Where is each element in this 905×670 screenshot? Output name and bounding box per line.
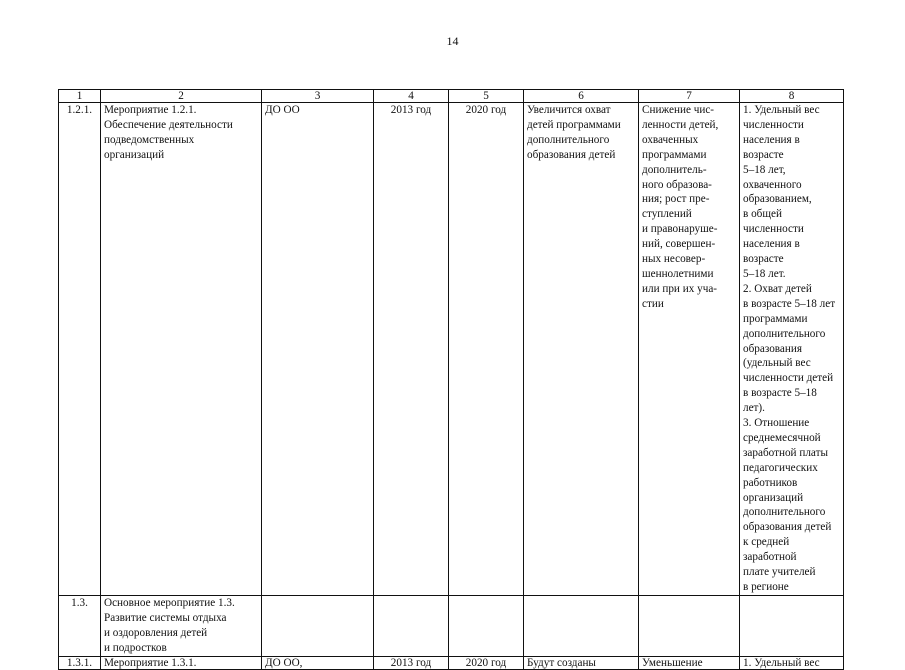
column-number: 4 <box>374 90 449 103</box>
start-year <box>374 595 449 656</box>
indicators <box>740 595 844 656</box>
expected-result: Будут созданы <box>524 656 639 669</box>
end-year <box>449 595 524 656</box>
consequences <box>639 595 740 656</box>
executor: ДО ОО <box>262 103 374 596</box>
page-number: 14 <box>446 34 459 48</box>
table-row <box>59 656 844 669</box>
column-number: 7 <box>639 90 740 103</box>
measure-name: Мероприятие 1.2.1. Обеспечение деятельности подведомственных организаций <box>101 103 262 596</box>
end-year: 2020 год <box>449 656 524 669</box>
table-row <box>59 595 844 656</box>
column-number: 6 <box>524 90 639 103</box>
start-year: 2013 год <box>374 103 449 596</box>
column-number: 8 <box>740 90 844 103</box>
end-year: 2020 год <box>449 103 524 596</box>
column-number-row <box>59 90 844 103</box>
measure-name: Мероприятие 1.3.1. <box>101 656 262 669</box>
item-number: 1.3. <box>59 595 101 656</box>
executor: ДО ОО, <box>262 656 374 669</box>
column-number: 3 <box>262 90 374 103</box>
item-number: 1.2.1. <box>59 103 101 596</box>
indicators: 1. Удельный вес численности населения в возрасте 5–18 лет, охваченного образованием, в общей численности населения в возрасте 5–18 лет. 2. Охват детей в возрасте 5–18 лет программами дополнительного образования (удельный вес численности детей в возрасте 5–18 лет). 3. Отношение среднемесячной заработной платы педагогических работников организаций дополнительного образования детей к средней заработной плате учителей в регионе <box>740 103 844 596</box>
table-row <box>59 103 844 596</box>
expected-result <box>524 595 639 656</box>
consequences: Уменьшение <box>639 656 740 669</box>
item-number: 1.3.1. <box>59 656 101 669</box>
program-table <box>58 89 844 670</box>
column-number: 1 <box>59 90 101 103</box>
consequences: Снижение чис- ленности детей, охваченных программами дополнитель- ного образова- ния; рост пре- ступлений и правонаруше- ний, совершен- ных несовер- шеннолетними или при их уча- стии <box>639 103 740 596</box>
column-number: 2 <box>101 90 262 103</box>
measure-name: Основное мероприятие 1.3. Развитие системы отдыха и оздоровления детей и подростков <box>101 595 262 656</box>
expected-result: Увеличится охват детей программами дополнительного образования детей <box>524 103 639 596</box>
column-number: 5 <box>449 90 524 103</box>
start-year: 2013 год <box>374 656 449 669</box>
executor <box>262 595 374 656</box>
indicators: 1. Удельный вес <box>740 656 844 669</box>
